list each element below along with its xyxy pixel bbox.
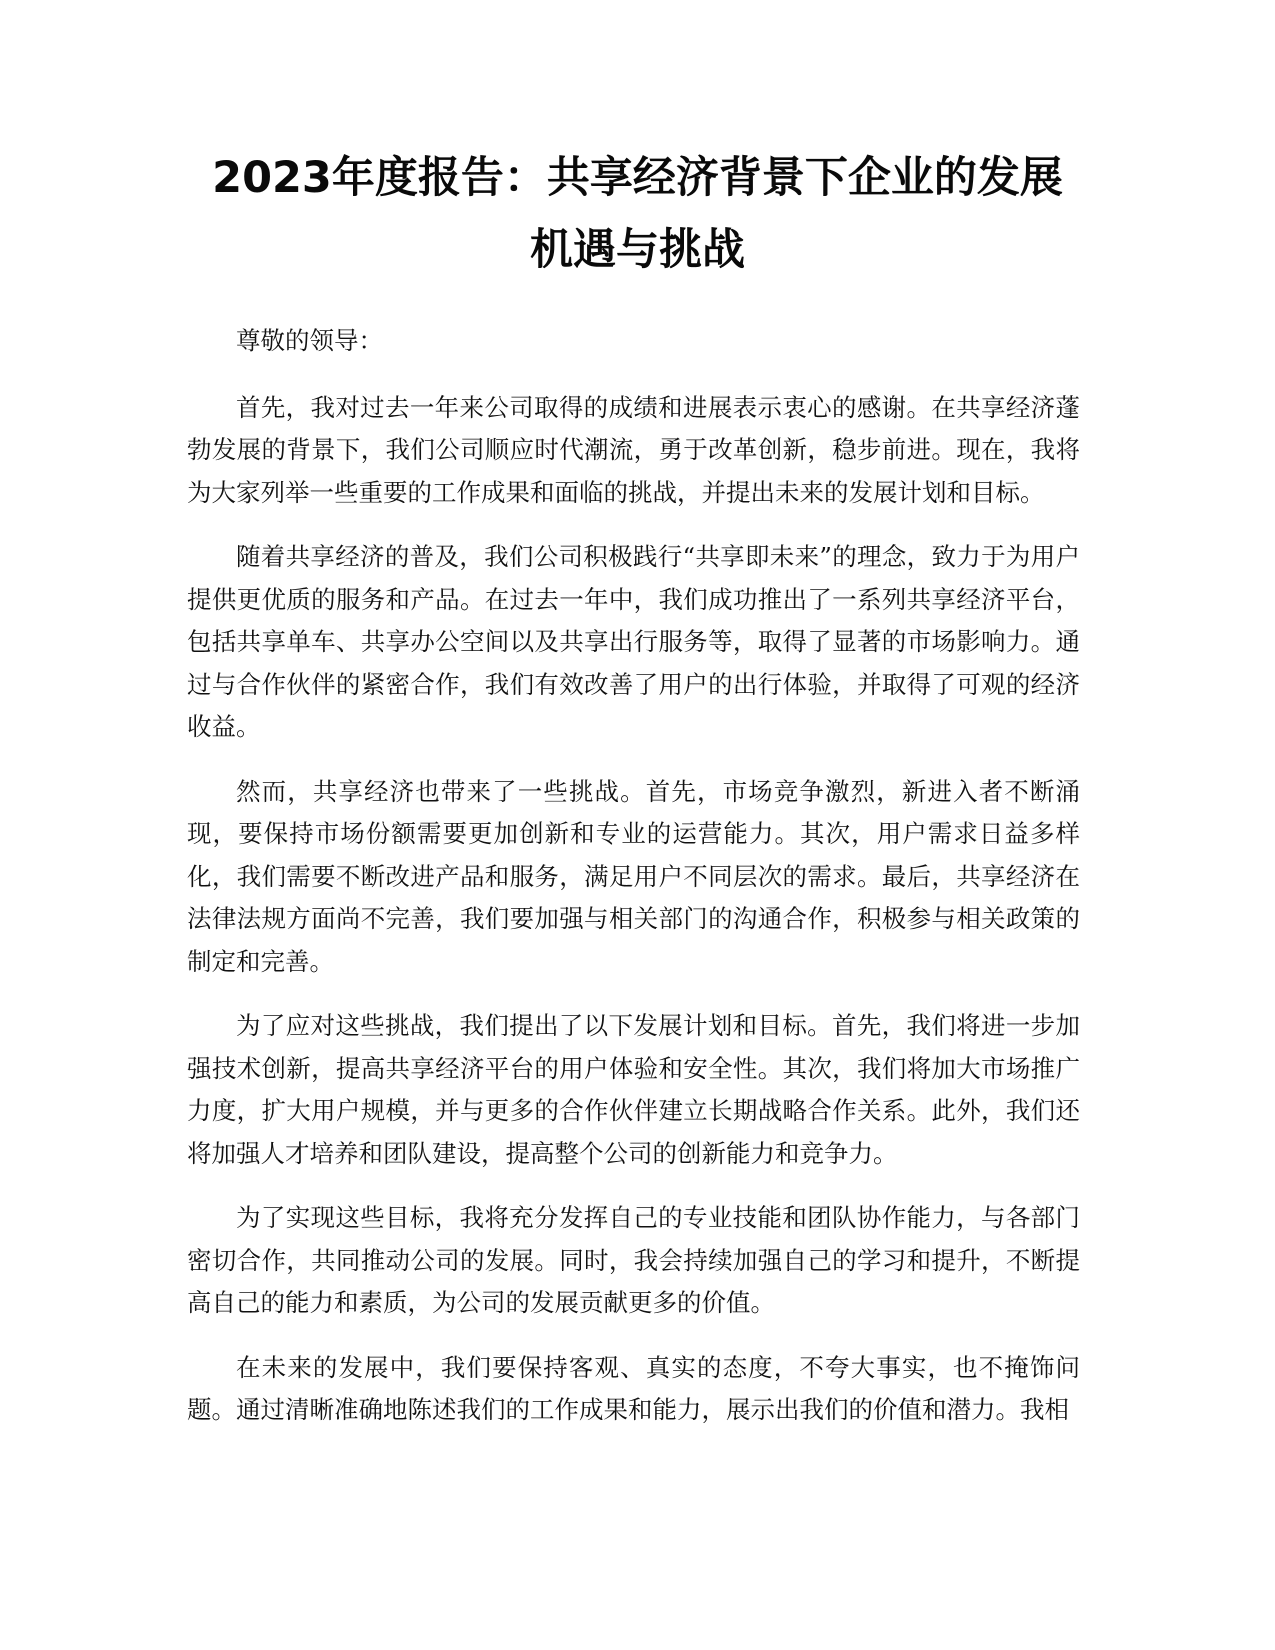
title-line-1: 2023年度报告：共享经济背景下企业的发展 [212, 153, 1063, 203]
paragraph-gratitude: 首先，我对过去一年来公司取得的成绩和进展表示衷心的感谢。在共享经济蓬勃发展的背景下，我们公司顺应时代潮流，勇于改革创新，稳步前进。现在，我将为大家列举一些重要的工作成果和面临的挑战，并提出未来的发展计划和目标。 [187, 392, 1080, 507]
salutation: 尊敬的领导： [236, 326, 383, 355]
paragraph-achievements: 随着共享经济的普及，我们公司积极践行“共享即未来”的理念，致力于为用户提供更优质的服务和产品。在过去一年中，我们成功推出了一系列共享经济平台，包括共享单车、共享办公空间以及共享出行服务等，取得了显著的市场影响力。通过与合作伙伴的紧密合作，我们有效改善了用户的出行体验，并取得了可观的经济收益。 [187, 542, 1080, 741]
paragraph-plans: 为了应对这些挑战，我们提出了以下发展计划和目标。首先，我们将进一步加强技术创新，提高共享经济平台的用户体验和安全性。其次，我们将加大市场推广力度，扩大用户规模，并与更多的合作伙伴建立长期战略合作关系。此外，我们还将加强人才培养和团队建设，提高整个公司的创新能力和竞争力。 [187, 1011, 1080, 1168]
paragraph-commitment: 为了实现这些目标，我将充分发挥自己的专业技能和团队协作能力，与各部门密切合作，共同推动公司的发展。同时，我会持续加强自己的学习和提升，不断提高自己的能力和素质，为公司的发展贡献更多的价值。 [187, 1203, 1080, 1317]
document-body [187, 320, 1080, 1454]
title-line-2: 机遇与挑战 [530, 225, 745, 275]
document-title [180, 142, 1095, 286]
paragraph-challenges: 然而，共享经济也带来了一些挑战。首先，市场竞争激烈，新进入者不断涌现，要保持市场份额需要更加创新和专业的运营能力。其次，用户需求日益多样化，我们需要不断改进产品和服务，满足用户不同层次的需求。最后，共享经济在法律法规方面尚不完善，我们要加强与相关部门的沟通合作，积极参与相关政策的制定和完善。 [187, 776, 1080, 976]
paragraph-future: 在未来的发展中，我们要保持客观、真实的态度，不夸大事实，也不掩饰问题。通过清晰准确地陈述我们的工作成果和能力，展示出我们的价值和潜力。我相 [187, 1352, 1080, 1424]
